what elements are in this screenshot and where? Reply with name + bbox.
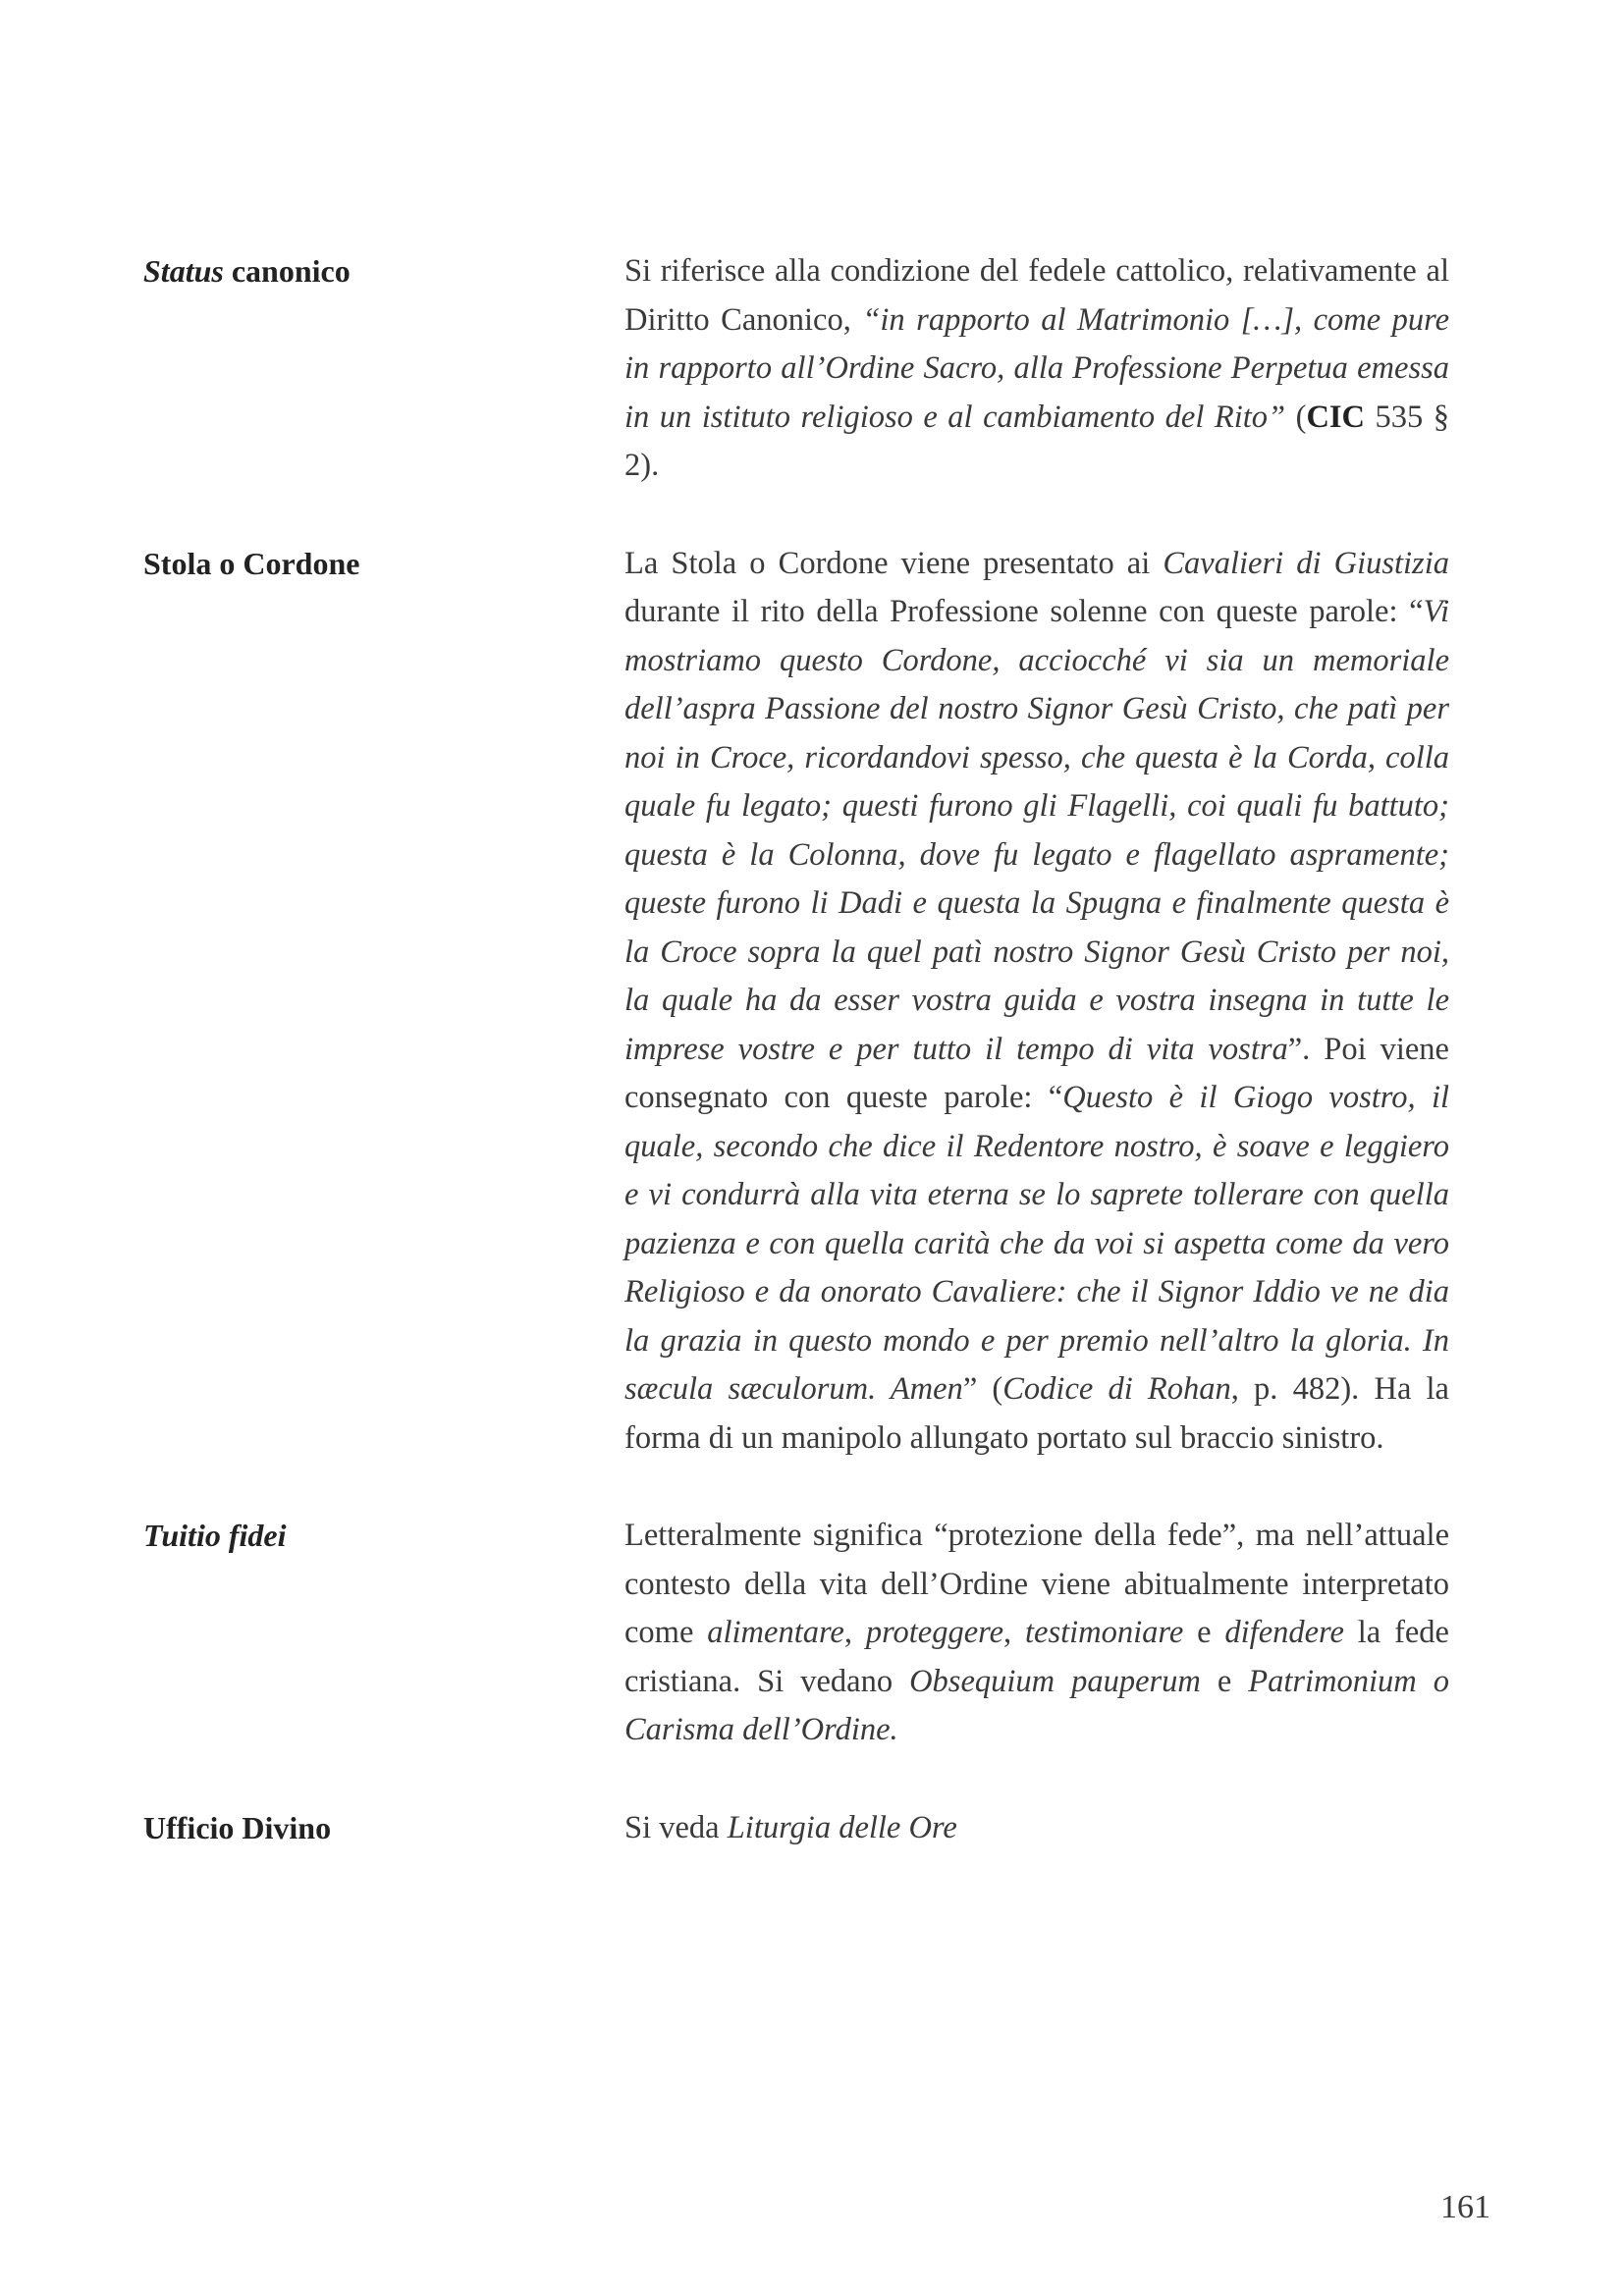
definition-abbrev: CIC xyxy=(1306,399,1366,435)
definition-text: Letteralmente significa “protezione della fede”, ma nell’attuale contesto della vita dell’Ordine viene abitualmente interpretato come xyxy=(624,1518,1449,1650)
definition-emphasis: testimoniare xyxy=(1024,1615,1184,1650)
term-part: canonico xyxy=(223,253,351,289)
definition-quote: “in rapporto al Matrimonio […], come pure in rapporto all’Ordine Sacro, alla Professione Perpetua emessa in un istituto religioso e al cambiamento del Rito” xyxy=(624,301,1450,435)
definition-text: e xyxy=(1200,1663,1249,1699)
glossary-entry-ufficio-divino xyxy=(143,1804,1449,1853)
term-part: Tuitio fidei xyxy=(143,1518,287,1553)
definition-cross-reference: Patrimonium o Carisma dell’Ordine. xyxy=(624,1663,1449,1747)
definition-text: Si riferisce alla condizione del fedele cattolico, relativamente al Diritto Canonico, xyxy=(624,253,1449,338)
glossary-entry-tuitio-fidei xyxy=(143,1512,1449,1755)
definition-emphasis: alimentare xyxy=(707,1615,844,1650)
entry-term xyxy=(143,540,624,589)
term-part: Ufficio Divino xyxy=(143,1809,332,1845)
definition-text: ” ( xyxy=(962,1371,1003,1407)
definition-cross-reference: Liturgia delle Ore xyxy=(727,1809,957,1845)
definition-text: , xyxy=(843,1615,866,1650)
definition-emphasis: proteggere xyxy=(865,1615,1004,1650)
entry-term xyxy=(143,247,624,296)
entry-term xyxy=(143,1512,624,1561)
definition-source: Codice di Rohan xyxy=(1002,1371,1231,1407)
glossary-entry-status-canonico xyxy=(143,247,1449,491)
definition-text: ”. Poi viene consegnato con queste parole: “ xyxy=(624,1031,1449,1115)
entry-term xyxy=(143,1804,624,1853)
glossary-entry-stola-o-cordone xyxy=(143,540,1449,1464)
entry-definition xyxy=(624,247,1449,491)
definition-emphasis: difendere xyxy=(1224,1615,1344,1650)
entry-definition xyxy=(624,540,1449,1464)
definition-text: la fede cristiana. Si vedano xyxy=(624,1615,1449,1699)
glossary xyxy=(143,247,1449,1852)
entry-definition xyxy=(624,1512,1449,1755)
page-number: 161 xyxy=(1440,2189,1490,2225)
definition-text: , p. 482). Ha la forma di un manipolo allungato portato sul braccio sinistro. xyxy=(624,1371,1449,1456)
definition-quote: Vi mostriamo questo Cordone, acciocché vi sia un memoriale dell’aspra Passione del nostro Signor Gesù Cristo, che patì per noi in Croce, ricordandovi spesso, che questa è la Corda, colla quale fu legato; questi furono gli Flagelli, coi quali fu battuto; questa è la Colonna, dove fu legato e flagellato aspramente; queste furono li Dadi e questa la Spugna e finalmente questa è la Croce sopra la quel patì nostro Signor Gesù Cristo per noi, la quale ha da esser vostra guida e vostra insegna in tutte le imprese vostre e per tutto il tempo di vita vostra xyxy=(624,594,1449,1067)
definition-emphasis: Cavalieri di Giustizia xyxy=(1163,545,1449,581)
definition-text: 535 § 2). xyxy=(624,399,1450,483)
definition-text: durante il rito della Professione solenne con queste parole: “ xyxy=(624,594,1424,629)
definition-cross-reference: Obsequium pauperum xyxy=(909,1663,1201,1699)
definition-text: ( xyxy=(1285,399,1307,435)
definition-text: , xyxy=(1003,1615,1025,1650)
definition-text: La Stola o Cordone viene presentato ai xyxy=(624,545,1164,581)
term-part: Stola o Cordone xyxy=(143,545,360,581)
definition-text: e xyxy=(1183,1615,1225,1650)
definition-text: Si veda xyxy=(624,1809,728,1845)
term-part: Status xyxy=(143,253,224,289)
definition-quote: Questo è il Giogo vostro, il quale, secondo che dice il Redentore nostro, è soave e leggiero e vi condurrà alla vita eterna se lo saprete tollerare con quella pazienza e con quella carità che da voi si aspetta come da vero Religioso e da onorato Cavaliere: che il Signor Iddio ve ne dia la grazia in questo mondo e per premio nell’altro la gloria. In sæcula sæculorum. Amen xyxy=(624,1080,1449,1407)
entry-definition xyxy=(624,1804,1449,1853)
